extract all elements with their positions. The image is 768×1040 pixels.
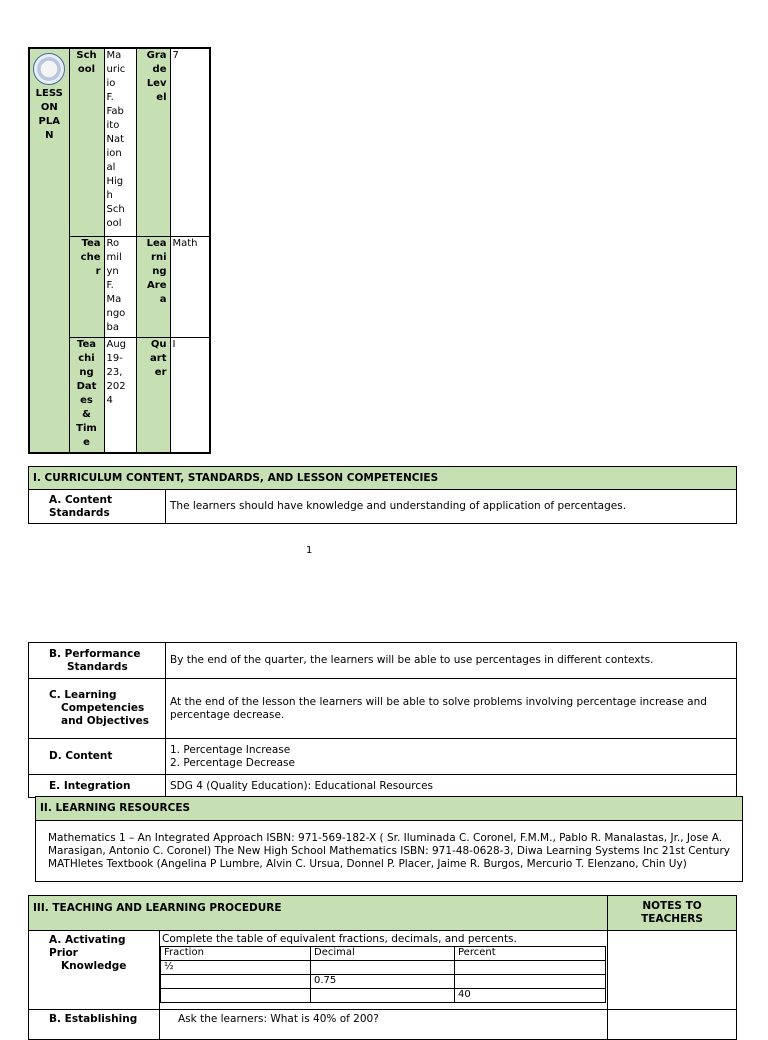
table-row [161,975,606,989]
table-row [161,989,606,1003]
section-curriculum-title: I. CURRICULUM CONTENT, STANDARDS, AND LESSON COMPETENCIES [29,467,737,490]
page-number: 1 [306,545,313,556]
section-learning-resources-table [35,796,743,882]
school-value: Ma uric io F. Fab ito Nat ion al Hig h Sch ool [104,48,136,236]
section-learning-resources-title: II. LEARNING RESOURCES [36,797,743,821]
learning-resources-text: Mathematics 1 – An Integrated Approach ISBN: 971-569-182-X ( Sr. Iluminada C. Coronel, F.M.M., Pablo R. Manalastas, Jr., Jose A. Marasigan, Antonio C. Coronel) The New High School Mathematics ISBN: 971-48-0628-3, Diwa Learning Systems Inc 21st Century MATHletes Textbook (Angelina P Lumbre, Alvin C. Ursua, Donnel P. Placer, Jaime R. Burgos, Mercurio T. Elenzano, Chin Uy) [36,821,743,882]
quarter-value: I [170,337,210,453]
integration-label: E. Integration [29,775,166,798]
learning-area-label: Lea rni ng Are a [136,236,170,337]
integration-value: SDG 4 (Quality Education): Educational Resources [166,775,737,798]
notes-cell [608,1010,737,1040]
deped-seal-icon [33,53,65,85]
table-cell[interactable]: ½ [161,961,311,975]
learning-competencies-value: At the end of the lesson the learners will be able to solve problems involving percentage increase and percentage decrease. [166,679,737,739]
column-header: Decimal [311,947,455,961]
teaching-dates-value: Aug 19- 23, 202 4 [104,337,136,453]
table-cell[interactable] [455,961,606,975]
content-label: D. Content [29,739,166,775]
content-standards-label: A. Content Standards [29,490,166,524]
grade-level-label: Gra de Lev el [136,48,170,236]
section-teaching-procedure-table [28,895,737,1040]
table-row [161,961,606,975]
teacher-value: Ro mil yn F. Ma ngo ba [104,236,136,337]
table-cell[interactable] [311,961,455,975]
learning-area-value: Math [170,236,210,337]
learning-competencies-label: C. Learning Competencies and Objectives [29,679,166,739]
teacher-label: Tea che r [69,236,104,337]
table-cell[interactable] [455,975,606,989]
notes-cell [608,931,737,1010]
table-header-row [161,947,606,961]
section-curriculum-continued-table [28,642,737,798]
content-item: 1. Percentage Increase [170,743,291,756]
column-header: Percent [455,947,606,961]
table-cell[interactable] [161,989,311,1003]
activity-instruction: Complete the table of equivalent fractions, decimals, and percents. [162,933,517,945]
lesson-plan-header-table [28,47,211,454]
table-cell[interactable] [161,975,311,989]
establishing-text: Ask the learners: What is 40% of 200? [160,1010,608,1040]
grade-level-value: 7 [170,48,210,236]
lesson-plan-title-cell [29,48,69,453]
equivalence-table [160,946,606,1003]
content-standards-value: The learners should have knowledge and understanding of application of percentages. [166,490,737,524]
establishing-label: B. Establishing [29,1010,160,1040]
performance-standards-label: B. Performance Standards [29,643,166,679]
activating-prior-knowledge-label: A. Activating Prior Knowledge [29,931,160,1010]
activating-prior-knowledge-content [160,931,608,1010]
lesson-plan-title: LESS ON PLA N [35,88,63,141]
table-cell[interactable]: 40 [455,989,606,1003]
content-value [166,739,737,775]
section-curriculum-table [28,466,737,524]
column-header: Fraction [161,947,311,961]
section-teaching-procedure-title: III. TEACHING AND LEARNING PROCEDURE [29,896,608,931]
table-cell[interactable]: 0.75 [311,975,455,989]
table-cell[interactable] [311,989,455,1003]
performance-standards-value: By the end of the quarter, the learners will be able to use percentages in different contexts. [166,643,737,679]
quarter-label: Qu art er [136,337,170,453]
school-label: Sch ool [69,48,104,236]
teaching-dates-label: Tea chi ng Dat es & Tim e [69,337,104,453]
notes-to-teachers-header: NOTES TO TEACHERS [608,896,737,931]
content-item: 2. Percentage Decrease [170,756,295,769]
